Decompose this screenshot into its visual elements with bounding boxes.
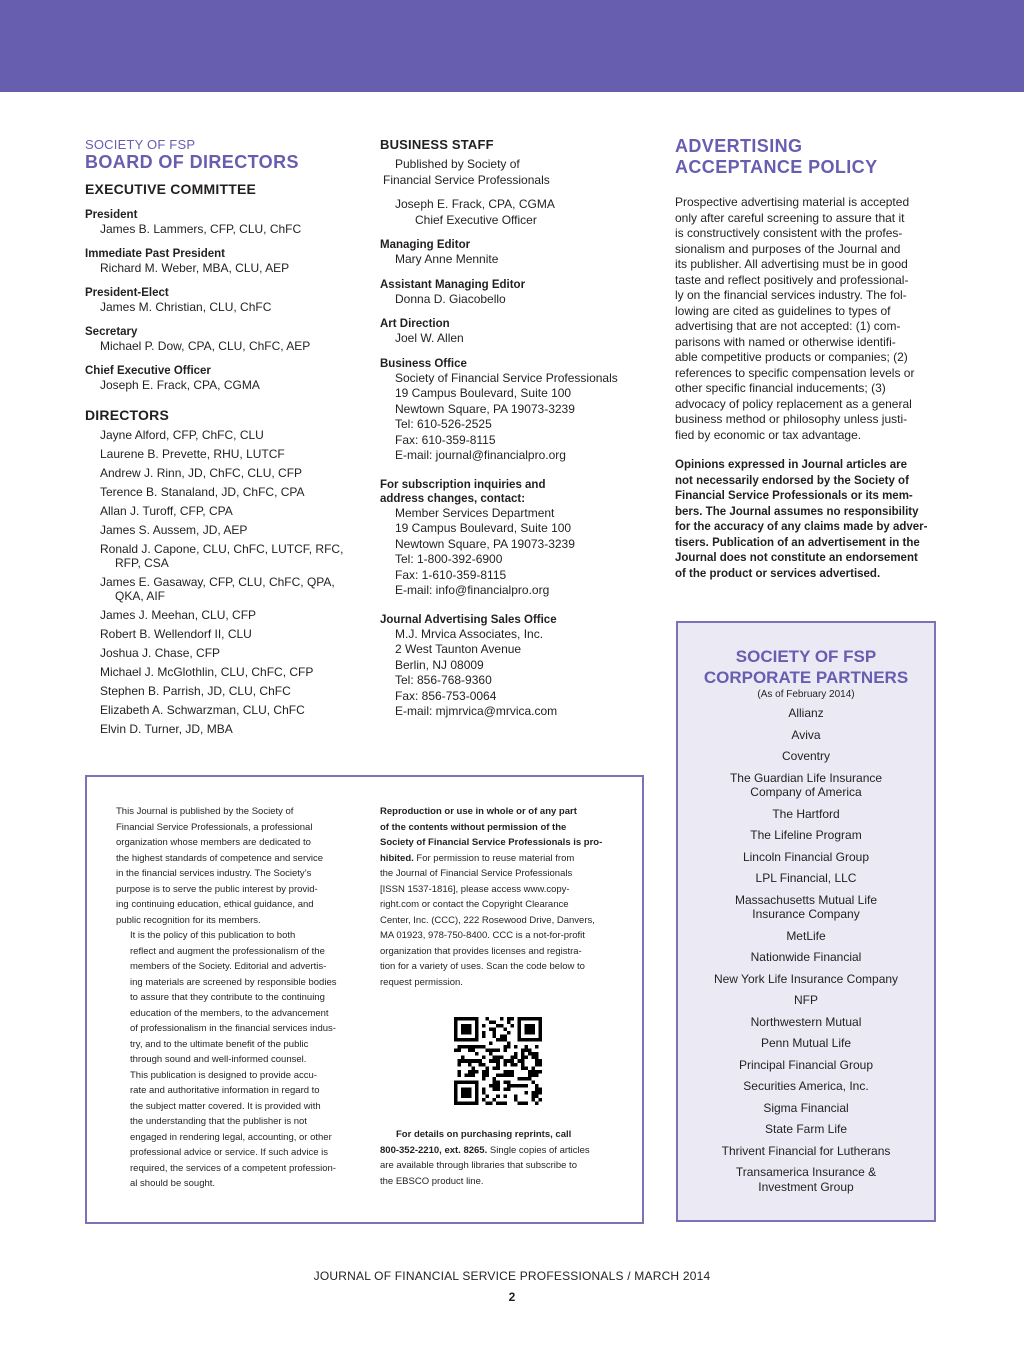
- statement-line: members of the Society. Editorial and advertis-: [130, 961, 327, 972]
- statement-line: education of the members, to the advancement: [130, 1007, 329, 1019]
- policy-bold-line: not necessarily endorsed by the Society of: [675, 474, 909, 487]
- office-line: Society of Financial Service Professionals: [395, 370, 618, 385]
- policy-line: its publisher. All advertising must be in good: [675, 257, 908, 271]
- partner-item: [678, 871, 934, 886]
- ads-line: M.J. Mrvica Associates, Inc.: [395, 626, 544, 641]
- partner-item: [678, 1036, 934, 1051]
- director-name: Laurene B. Prevette, RHU, LUTCF: [100, 447, 285, 461]
- policy-line: advocacy of policy replacement as a general: [675, 396, 912, 411]
- director-name: James J. Meehan, CLU, CFP: [100, 608, 257, 622]
- policy-line: advertising that are not accepted: (1) com-: [675, 319, 901, 333]
- partner-item: [678, 828, 934, 843]
- statement-line: rate and authoritative information in regard to: [130, 1085, 320, 1096]
- statement-line: al should be sought.: [130, 1178, 216, 1189]
- director-item: [85, 542, 365, 570]
- director-name: Michael J. McGlothlin, CLU, ChFC, CFP: [100, 665, 314, 679]
- director-item: [85, 627, 365, 641]
- director-name: Elvin D. Turner, JD, MBA: [100, 722, 233, 736]
- policy-line: lowing are cited as guidelines to types of: [675, 303, 891, 318]
- partner-name: Massachusetts Mutual Life: [734, 892, 878, 907]
- page-number: 2: [508, 1290, 516, 1304]
- qr-code-icon[interactable]: [454, 1017, 542, 1105]
- partner-name: Coventry: [781, 749, 831, 763]
- statement-line: of professionalism in the financial services indus-: [130, 1023, 336, 1034]
- statement-paragraph-3: [116, 1068, 354, 1192]
- director-name: James S. Aussem, JD, AEP: [100, 523, 248, 537]
- partner-name: Allianz: [788, 706, 824, 720]
- partner-name: The Lifeline Program: [750, 828, 862, 842]
- director-name: Joshua J. Chase, CFP: [100, 646, 221, 660]
- partner-name: Sigma Financial: [763, 1100, 849, 1115]
- publication-info-box: [85, 775, 644, 1224]
- subscription-line: E-mail: info@financialpro.org: [395, 583, 550, 597]
- statement-line: to assure that they contribute to the continuing: [130, 992, 325, 1003]
- art-direction-name: Joel W. Allen: [395, 331, 464, 345]
- managing-editor-name: Mary Anne Mennite: [395, 252, 499, 266]
- advertising-sales-label: Journal Advertising Sales Office: [380, 613, 557, 626]
- director-name: Stephen B. Parrish, JD, CLU, ChFC: [100, 684, 291, 698]
- subscription-label: For subscription inquiries and address changes, contact:: [380, 478, 546, 505]
- director-item: [85, 722, 365, 736]
- exec-role: President-Elect: [85, 287, 169, 299]
- advertising-policy-column: [675, 134, 940, 582]
- partners-title: SOCIETY OF FSP CORPORATE PARTNERS: [703, 647, 909, 687]
- ads-line: Fax: 856-753-0064: [395, 688, 497, 703]
- policy-bold-line: Opinions expressed in Journal articles are: [675, 459, 908, 471]
- director-item: [85, 646, 365, 660]
- ads-line: Berlin, NJ 08009: [395, 657, 484, 672]
- statement-line: in the financial services industry. The Society’s: [116, 868, 312, 879]
- policy-bold-line: Journal does not constitute an endorsement: [675, 552, 918, 564]
- director-name: Terence B. Stanaland, JD, ChFC, CPA: [100, 485, 305, 499]
- exec-name: Richard M. Weber, MBA, CLU, AEP: [100, 261, 290, 275]
- partner-name: NFP: [794, 993, 818, 1007]
- assistant-editor-name: Donna D. Giacobello: [395, 291, 506, 306]
- exec-role: Secretary: [85, 326, 138, 338]
- director-item: [85, 523, 365, 537]
- director-item: [85, 684, 365, 698]
- partner-item: [678, 972, 934, 987]
- reprints-notice: For details on purchasing reprints, call 800-352-2210, ext. 8265. Single copies of articles are available through libraries that subscribe to the EBSCO product line.: [380, 1127, 620, 1189]
- directors-heading: DIRECTORS: [85, 407, 169, 423]
- partner-item: [678, 1144, 934, 1159]
- director-item: [85, 447, 365, 461]
- corporate-partners-box: [676, 621, 936, 1222]
- partner-name: Thrivent Financial for Lutherans: [721, 1143, 891, 1158]
- reproduction-line: right.com or contact the Copyright Clearance: [380, 899, 569, 910]
- partner-name-cont: Company of America: [750, 785, 862, 799]
- partner-name-cont: Insurance Company: [752, 907, 860, 921]
- exec-role: President: [85, 209, 138, 221]
- policy-disclaimer: [675, 458, 940, 582]
- policy-bold-line: tisers. Publication of an advertisement in the: [675, 536, 920, 549]
- office-line: Fax: 610-359-8115: [395, 432, 496, 447]
- reproduction-text: [380, 866, 620, 990]
- partner-name: Nationwide Financial: [750, 950, 862, 964]
- reproduction-line: tion for a variety of uses. Scan the code below to: [380, 961, 585, 972]
- statement-line: reflect and augment the professionalism of the: [130, 945, 325, 957]
- policy-line: references to specific compensation levels or: [675, 365, 915, 380]
- policy-bold-line: of the product or services advertised.: [675, 567, 881, 580]
- board-kicker: SOCIETY OF FSP: [85, 137, 196, 152]
- subscription-address: [380, 506, 660, 599]
- director-item: [85, 665, 365, 679]
- exec-name: Joseph E. Frack, CPA, CGMA: [100, 378, 260, 392]
- director-name: Ronald J. Capone, CLU, ChFC, LUTCF, RFC,: [100, 542, 344, 556]
- director-name-cont: QKA, AIF: [115, 589, 166, 603]
- partner-item: [678, 1015, 934, 1030]
- reproduction-bold-text: [380, 804, 620, 851]
- policy-bold-line: for the accuracy of any claims made by adver-: [675, 521, 928, 533]
- board-title: BOARD OF DIRECTORS: [85, 152, 299, 172]
- policy-line: sionalism and purposes of the Journal and: [675, 241, 901, 256]
- partners-list: [678, 706, 934, 1194]
- statement-line: professional advice or service. If such advice is: [130, 1147, 329, 1158]
- business-office-address: [380, 371, 660, 464]
- statement-line: engaged in rendering legal, accounting, or other: [130, 1131, 332, 1143]
- partner-item: [678, 1079, 934, 1094]
- director-name-cont: RFP, CSA: [115, 556, 169, 570]
- reproduction-line: the Journal of Financial Service Professionals: [380, 868, 573, 879]
- exec-role: Immediate Past President: [85, 248, 225, 260]
- director-name: Elizabeth A. Schwarzman, CLU, ChFC: [100, 703, 305, 717]
- partner-item: [678, 807, 934, 822]
- partner-item: [678, 749, 934, 764]
- partner-item: [678, 929, 934, 944]
- director-item: [85, 703, 365, 717]
- reprint-line: are available through libraries that subscribe to: [380, 1160, 577, 1171]
- ads-line: E-mail: mjmrvica@mrvica.com: [395, 704, 558, 718]
- assistant-editor-label: Assistant Managing Editor: [380, 278, 526, 291]
- partner-name-cont: Investment Group: [758, 1179, 854, 1194]
- director-name: James E. Gasaway, CFP, CLU, ChFC, QPA,: [100, 575, 335, 589]
- partner-item: [678, 950, 934, 965]
- advertising-sales-address: [380, 627, 660, 720]
- publication-statement: [116, 804, 354, 1192]
- subscription-line: Tel: 1-800-392-6900: [395, 552, 503, 566]
- partner-item: [678, 771, 934, 800]
- office-line: Newtown Square, PA 19073-3239: [395, 401, 575, 416]
- partner-name: Transamerica Insurance &: [735, 1165, 877, 1179]
- partners-as-of: (As of February 2014): [757, 689, 855, 700]
- statement-line: ing continuing education, ethical guidance, and: [116, 899, 314, 910]
- partner-item: [678, 1122, 934, 1137]
- managing-editor-label: Managing Editor: [380, 239, 471, 251]
- statement-line: This publication is designed to provide accu-: [130, 1069, 317, 1081]
- statement-paragraph-1: [116, 804, 354, 928]
- statement-line: try, and to the ultimate benefit of the public: [130, 1038, 309, 1050]
- statement-line: purpose is to serve the public interest by provid-: [116, 883, 318, 895]
- partner-item: [678, 1058, 934, 1073]
- partner-name: The Hartford: [772, 806, 840, 821]
- publisher-line: Published by Society of: [395, 157, 520, 171]
- reproduction-line: [ISSN 1537-1816], please access www.copy-: [380, 883, 570, 895]
- office-line: E-mail: journal@financialpro.org: [395, 448, 566, 462]
- reproduction-line: Center, Inc. (CCC), 222 Rosewood Drive, Danvers,: [380, 914, 595, 926]
- policy-line: taste and reflect positively and professional-: [675, 272, 909, 287]
- exec-role: Chief Executive Officer: [85, 365, 211, 377]
- director-item: [85, 485, 365, 499]
- partner-name: MetLife: [786, 928, 826, 943]
- policy-title-2: ACCEPTANCE POLICY: [675, 157, 878, 177]
- policy-line: business method or philosophy unless justi-: [675, 412, 908, 426]
- partner-name: New York Life Insurance Company: [713, 971, 899, 986]
- reproduction-line: Society of Financial Service Professionals is pro-: [380, 837, 603, 848]
- exec-name: Michael P. Dow, CPA, CLU, ChFC, AEP: [100, 339, 311, 353]
- partner-item: [678, 1165, 934, 1194]
- exec-name: James B. Lammers, CFP, CLU, ChFC: [100, 222, 302, 236]
- policy-line: parisons with named or otherwise identifi-: [675, 334, 896, 349]
- statement-line: organization whose members are dedicated to: [116, 837, 311, 848]
- statement-line: through sound and well-informed counsel.: [130, 1054, 307, 1065]
- policy-line: only after careful screening to assure that it: [675, 210, 905, 225]
- office-line: Tel: 610-526-2525: [395, 417, 492, 431]
- business-staff-column: [380, 134, 660, 720]
- partner-item: [678, 1101, 934, 1116]
- ads-line: Tel: 856-768-9360: [395, 673, 492, 687]
- business-office-label: Business Office: [380, 357, 467, 370]
- art-direction-label: Art Direction: [380, 318, 450, 330]
- director-item: [85, 428, 365, 442]
- directors-list: [85, 428, 365, 736]
- reproduction-notice: [380, 804, 620, 990]
- executive-committee-heading: EXECUTIVE COMMITTEE: [85, 181, 257, 197]
- reprint-line: the EBSCO product line.: [380, 1175, 484, 1187]
- director-name: Jayne Alford, CFP, ChFC, CLU: [100, 428, 264, 442]
- policy-bold-line: bers. The Journal assumes no responsibility: [675, 505, 919, 518]
- partner-item: [678, 993, 934, 1008]
- partner-name: Penn Mutual Life: [760, 1036, 852, 1050]
- policy-title-1: ADVERTISING: [675, 136, 803, 156]
- reproduction-line: Reproduction or use in whole or of any part: [380, 806, 577, 817]
- partner-name: Lincoln Financial Group: [742, 849, 870, 864]
- office-line: 19 Campus Boulevard, Suite 100: [395, 386, 572, 400]
- partner-item: [678, 728, 934, 743]
- statement-line: ing materials are screened by responsible bodies: [130, 976, 337, 988]
- statement-line: public recognition for its members.: [116, 914, 261, 926]
- header-band: [0, 0, 1024, 92]
- policy-line: is constructively consistent with the profes-: [675, 226, 903, 240]
- partner-name: State Farm Life: [764, 1122, 848, 1136]
- reproduction-line: request permission.: [380, 976, 463, 988]
- partner-name: Northwestern Mutual: [750, 1014, 862, 1029]
- subscription-line: Newtown Square, PA 19073-3239: [395, 536, 575, 551]
- policy-line: other specific financial inducements; (3): [675, 381, 886, 395]
- partner-name: Securities America, Inc.: [743, 1079, 869, 1093]
- director-name: Andrew J. Rinn, JD, ChFC, CLU, CFP: [100, 466, 303, 480]
- reproduction-line: of the contents without permission of the: [380, 821, 567, 833]
- ceo-title: Chief Executive Officer: [415, 212, 537, 227]
- statement-line: the subject matter covered. It is provided with: [130, 1100, 321, 1112]
- policy-line: able competitive products or companies; (2): [675, 350, 908, 364]
- partner-name: The Guardian Life Insurance: [729, 770, 883, 785]
- policy-text: [675, 195, 940, 443]
- partner-name: LPL Financial, LLC: [755, 871, 857, 885]
- ads-line: 2 West Taunton Avenue: [395, 642, 522, 656]
- statement-paragraph-2: [116, 928, 354, 1068]
- director-item: [85, 608, 365, 622]
- policy-line: ly on the financial services industry. The fol-: [675, 288, 907, 302]
- director-name: Allan J. Turoff, CFP, CPA: [100, 504, 233, 518]
- director-item: [85, 504, 365, 518]
- reproduction-mixed-line: hibited. For permission to reuse material from: [380, 852, 575, 864]
- policy-line: fied by economic or tax advantage.: [675, 427, 862, 442]
- journal-footer: JOURNAL OF FINANCIAL SERVICE PROFESSIONALS / MARCH 2014: [313, 1269, 711, 1283]
- partner-item: [678, 706, 934, 721]
- reproduction-line: organization that provides licenses and registra-: [380, 945, 582, 957]
- publisher-line-2: Financial Service Professionals: [383, 172, 550, 187]
- statement-line: Financial Service Professionals, a professional: [116, 821, 313, 833]
- director-item: [85, 466, 365, 480]
- ceo-name: Joseph E. Frack, CPA, CGMA: [395, 197, 555, 211]
- statement-line: the understanding that the publisher is not: [130, 1116, 307, 1127]
- exec-name: James M. Christian, CLU, ChFC: [100, 300, 272, 314]
- subscription-line: Fax: 1-610-359-8115: [395, 567, 507, 582]
- subscription-line: 19 Campus Boulevard, Suite 100: [395, 521, 572, 535]
- statement-line: required, the services of a competent profession-: [130, 1162, 336, 1174]
- statement-line: It is the policy of this publication to both: [130, 930, 296, 941]
- director-name: Robert B. Wellendorf II, CLU: [100, 627, 252, 641]
- partner-name: Aviva: [791, 727, 821, 742]
- policy-line: Prospective advertising material is accepted: [675, 195, 910, 209]
- statement-line: This Journal is published by the Society of: [116, 806, 294, 817]
- statement-line: the highest standards of competence and service: [116, 852, 324, 864]
- partner-item: [678, 850, 934, 865]
- executive-committee-list: [85, 208, 365, 392]
- director-item: [85, 575, 365, 603]
- subscription-line: Member Services Department: [395, 505, 555, 520]
- business-staff-heading: BUSINESS STAFF: [380, 137, 494, 152]
- board-column: [85, 134, 365, 741]
- policy-bold-line: Financial Service Professionals or its mem-: [675, 490, 913, 502]
- partner-item: [678, 893, 934, 922]
- reproduction-line: MA 01923, 978-750-8400. CCC is a not-for-profit: [380, 930, 585, 941]
- partner-name: Principal Financial Group: [738, 1057, 874, 1072]
